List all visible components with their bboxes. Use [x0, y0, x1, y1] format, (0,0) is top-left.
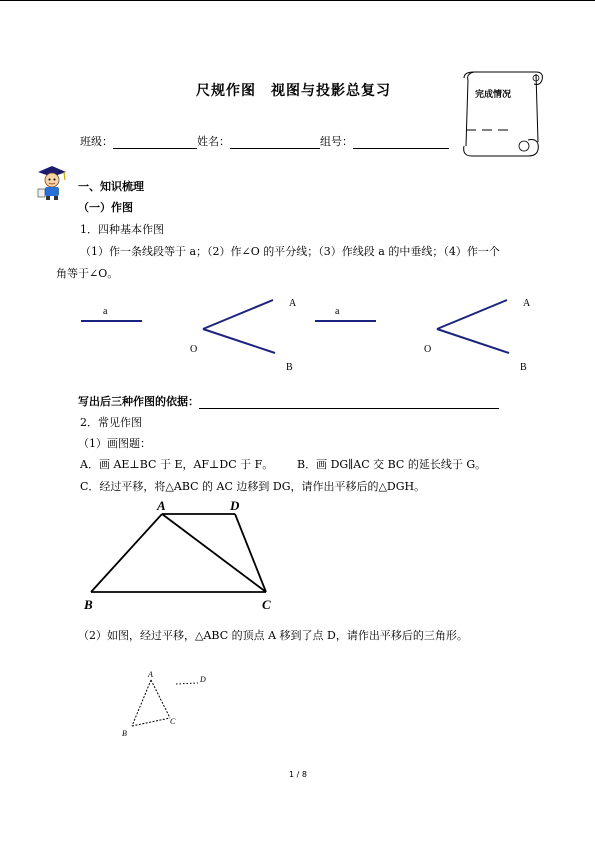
page-number: 1 / 8	[289, 770, 307, 779]
edge-ab	[91, 514, 162, 592]
tri-label-c: C	[170, 717, 176, 726]
item2-sub2: （2）如图，经过平移，△ABC 的顶点 A 移到了点 D，请作出平移后的三角形。	[78, 629, 468, 642]
section-heading-knowledge: 一、知识梳理	[78, 180, 144, 193]
item2-sub1: （1）画图题：	[78, 437, 151, 450]
angle1-label-o: O	[190, 344, 198, 355]
item1-text-line2: 角等于∠O。	[56, 267, 119, 280]
basis-prompt	[78, 393, 499, 409]
tri-edge-ab	[132, 680, 151, 726]
tri-label-a: A	[148, 670, 153, 679]
vertex-label-c: C	[262, 597, 271, 612]
angle2-ray-a	[437, 300, 507, 329]
tri-label-d: D	[200, 675, 206, 684]
item1-heading: 1．四种基本作图	[80, 223, 164, 236]
angle2-label-a: A	[523, 298, 531, 309]
segment-a-1-label: a	[103, 306, 108, 317]
angle2-label-o: O	[424, 344, 432, 355]
group-field[interactable]	[353, 136, 449, 149]
angle1-label-b: B	[286, 362, 293, 373]
angle1-ray-a	[203, 300, 273, 329]
class-label: 班级：	[80, 135, 113, 148]
task-c: C．经过平移，将△ABC 的 AC 边移到 DG，请作出平移后的△DGH。	[80, 480, 426, 493]
tri-label-b: B	[122, 729, 127, 738]
subsection-heading-construction: （一）作图	[78, 201, 133, 214]
basis-answer-field[interactable]	[199, 396, 499, 409]
angle1-ray-b	[203, 329, 275, 353]
translation-triangle-figure	[118, 666, 218, 742]
item1-text-line1: （1）作一条线段等于 a；（2）作∠O 的平分线；（3）作线段 a 的中垂线；（4）作一个	[80, 245, 500, 258]
task-a: A．画 AE⊥BC 于 E，AF⊥DC 于 F。	[80, 458, 274, 471]
top-rule	[0, 0, 595, 1]
item2-heading: 2．常见作图	[80, 416, 142, 429]
angle2-ray-b	[437, 329, 509, 353]
basic-construction-figure	[70, 290, 540, 376]
tri-edge-ac	[151, 680, 170, 718]
angle1-label-a: A	[289, 298, 297, 309]
vertex-label-b: B	[84, 597, 93, 612]
group-label: 组号：	[320, 135, 353, 148]
info-row	[80, 133, 449, 149]
task-b: B．画 DG∥AC 交 BC 的延长线于 G。	[297, 458, 487, 471]
class-field[interactable]	[113, 136, 197, 149]
name-label: 姓名：	[197, 135, 230, 148]
vertex-label-d: D	[230, 498, 240, 513]
trapezoid-figure	[80, 496, 280, 616]
angle2-label-b: B	[520, 362, 527, 373]
completion-status-box	[456, 68, 546, 160]
basis-prompt-label: 写出后三种作图的依据：	[78, 395, 199, 408]
page-title: 尺规作图 视图与投影总复习	[196, 83, 391, 99]
tri-edge-bc	[132, 718, 170, 726]
vertex-label-a: A	[157, 498, 166, 513]
guide-ad	[176, 683, 198, 684]
name-field[interactable]	[230, 136, 320, 149]
segment-a-2-label: a	[335, 306, 340, 317]
completion-status-label: 完成情况	[475, 90, 512, 100]
student-mascot-icon	[34, 164, 68, 200]
